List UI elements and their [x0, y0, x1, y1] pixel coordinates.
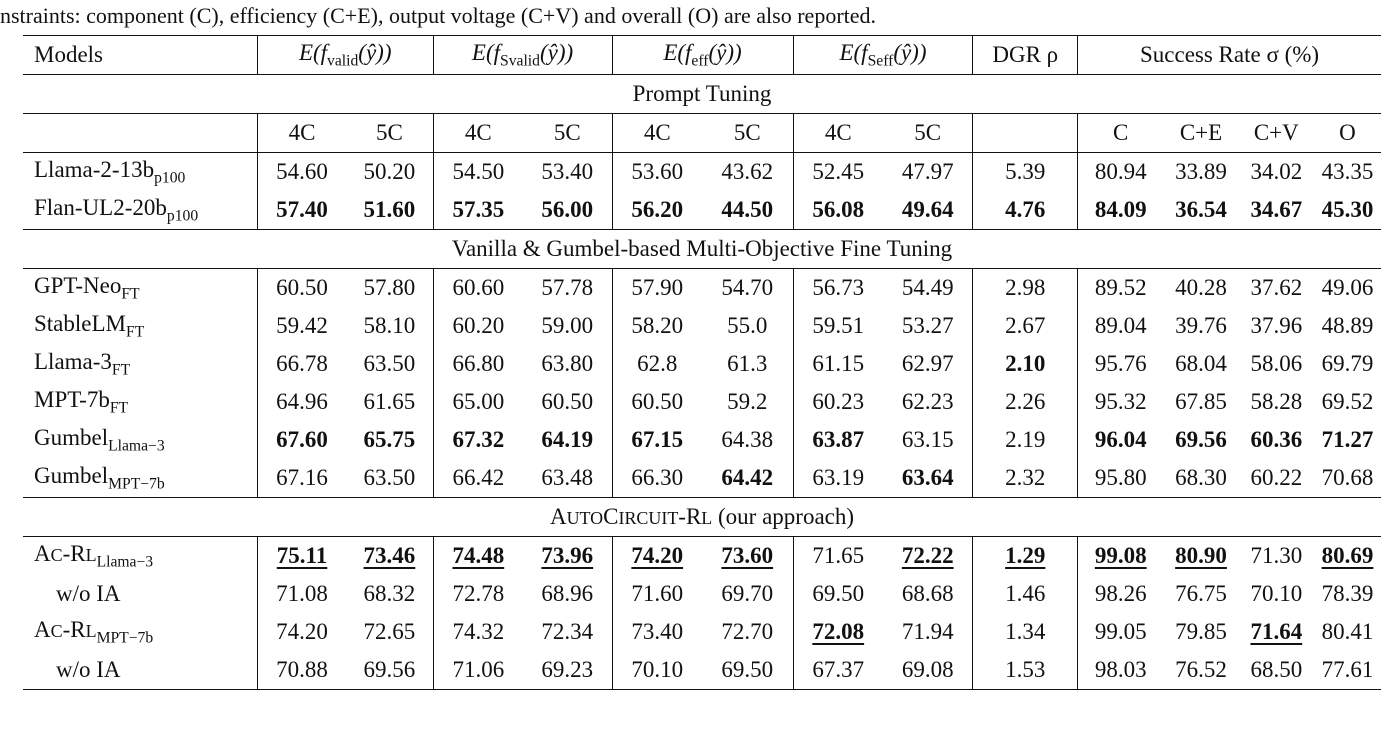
table-cell: 71.65 [793, 537, 883, 576]
table-cell: 56.08 [812, 197, 865, 222]
table-cell: 49.64 [883, 191, 973, 230]
table-cell: 64.19 [523, 421, 612, 459]
table-cell: 69.56 [346, 651, 433, 690]
table-cell: 98.26 [1094, 581, 1147, 606]
table-cell: 59.51 [812, 313, 865, 338]
table-cell: 78.39 [1321, 581, 1374, 606]
table-cell: 64.38 [702, 421, 793, 459]
subheader-cell: 5C [523, 114, 612, 153]
table-cell: 48.89 [1321, 313, 1374, 338]
subheader-cell: 5C [883, 114, 973, 153]
table-cell: 60.22 [1250, 465, 1303, 490]
table-cell: 56.20 [631, 197, 684, 222]
table-cell: 99.05 [1094, 619, 1147, 644]
table-cell: 58.10 [346, 307, 433, 345]
table-cell: 74.32 [452, 619, 505, 644]
table-cell: 80.90 [1163, 537, 1238, 576]
table-cell: 43.62 [702, 153, 793, 192]
header-e-f-s-valid: $E(f_{Svalid}(ŷ))$ [433, 36, 612, 75]
table-cell: 63.15 [883, 421, 973, 459]
table-cell: 37.96 [1250, 313, 1303, 338]
table-cell: 71.27 [1321, 427, 1374, 452]
table-cell: 65.75 [346, 421, 433, 459]
model-name: Gumbel$_{Llama-3}$ [23, 421, 257, 459]
subheader-cell: C [1078, 114, 1164, 153]
table-cell: 80.69 [1314, 537, 1381, 576]
table-cell: 63.50 [346, 459, 433, 498]
table-cell: 95.76 [1094, 351, 1147, 376]
table-cell: 98.03 [1078, 651, 1164, 690]
section-prompt-tuning-label: Prompt Tuning [23, 75, 1381, 114]
section-finetuning-label: Vanilla & Gumbel-based Multi-Objective Fine Tuning [23, 230, 1381, 269]
table-cell: 58.06 [1250, 351, 1303, 376]
table-cell: 2.26 [973, 383, 1078, 421]
table-cell: 64.42 [702, 459, 793, 498]
table-cell: 1.34 [973, 613, 1078, 651]
table-cell: 95.80 [1094, 465, 1147, 490]
table-cell: 71.30 [1239, 537, 1314, 576]
table-cell: 37.62 [1239, 269, 1314, 308]
table-cell: 80.94 [1078, 153, 1164, 192]
table-cell: 69.52 [1321, 389, 1374, 414]
table-cell: 60.20 [452, 313, 505, 338]
table-row [23, 459, 1381, 498]
table-cell: 69.56 [1175, 427, 1227, 452]
table-cell: 40.28 [1163, 269, 1238, 308]
model-name: w/o IA [23, 575, 257, 613]
table-cell: 57.80 [346, 269, 433, 308]
table-cell: 76.52 [1163, 651, 1238, 690]
subheader-cell: 4C [257, 114, 346, 153]
table-cell: 71.08 [276, 581, 328, 606]
table-cell: 57.78 [523, 269, 612, 308]
model-name: $AC-RL_{MPT-7b}$ [23, 613, 257, 651]
table-cell: 66.80 [452, 351, 505, 376]
header-dgr: DGR ρ [973, 36, 1078, 75]
table-cell: 5.39 [973, 153, 1078, 192]
table-cell: 66.30 [631, 465, 684, 490]
table-cell: 53.60 [612, 153, 702, 192]
table-row [23, 307, 1381, 345]
table-cell: 60.50 [523, 383, 612, 421]
table-cell: 70.68 [1321, 465, 1374, 490]
table-cell: 71.94 [883, 613, 973, 651]
table-cell: 62.8 [637, 351, 678, 376]
section-our-approach [23, 498, 1381, 537]
table-cell: 60.60 [433, 269, 523, 308]
model-name: Gumbel$_{MPT-7b}$ [23, 459, 257, 498]
table-cell: 72.34 [523, 613, 612, 651]
table-cell: 67.32 [452, 427, 505, 452]
table-cell: 33.89 [1163, 153, 1238, 192]
table-cell: 1.46 [973, 575, 1078, 613]
table-cell: 74.48 [433, 537, 523, 576]
table-cell: 70.10 [1250, 581, 1303, 606]
table-row [23, 537, 1381, 576]
table-cell: 1.53 [973, 651, 1078, 690]
table-cell: 66.78 [276, 351, 328, 376]
model-name: StableLM$_{FT}$ [23, 307, 257, 345]
table-cell: 79.85 [1175, 619, 1227, 644]
table-cell: 2.10 [973, 345, 1078, 383]
table-cell: 47.97 [883, 153, 973, 192]
table-row [23, 613, 1381, 651]
model-name: GPT-Neo$_{FT}$ [23, 269, 257, 308]
table-cell: 69.23 [523, 651, 612, 690]
table-cell: 60.23 [812, 389, 865, 414]
table-cell: 73.40 [631, 619, 684, 644]
table-cell: 50.20 [346, 153, 433, 192]
table-cell: 59.2 [702, 383, 793, 421]
table-cell: 67.15 [631, 427, 684, 452]
table-cell: 63.64 [883, 459, 973, 498]
table-caption: nstraints: component (C), efficiency (C+E), output voltage (C+V) and overall (O) are also reported. [0, 3, 877, 28]
table-cell: 71.64 [1250, 619, 1303, 644]
table-cell: 76.75 [1175, 581, 1227, 606]
header-e-f-valid: $E(f_{valid}(ŷ))$ [257, 36, 433, 75]
table-cell: 69.50 [812, 581, 865, 606]
header-models: Models [23, 36, 257, 75]
table-cell: 59.00 [523, 307, 612, 345]
table-cell: 67.16 [276, 465, 328, 490]
table-cell: 54.50 [433, 153, 523, 192]
table-cell: 34.02 [1239, 153, 1314, 192]
table-cell: 2.32 [973, 459, 1078, 498]
table-cell: 63.50 [346, 345, 433, 383]
section-finetuning [23, 230, 1381, 269]
table-cell: 68.50 [1239, 651, 1314, 690]
table-cell: 67.37 [793, 651, 883, 690]
table-cell: 69.08 [883, 651, 973, 690]
table-cell: 60.50 [257, 269, 346, 308]
table-cell: 51.60 [346, 191, 433, 230]
table-cell: 2.19 [973, 421, 1078, 459]
header-e-f-eff: $E(f_{eff}(ŷ))$ [612, 36, 793, 75]
table-cell: 69.70 [702, 575, 793, 613]
table-cell: 56.00 [523, 191, 612, 230]
table-cell: 56.73 [793, 269, 883, 308]
table-cell: 2.98 [973, 269, 1078, 308]
table-cell: 67.60 [276, 427, 328, 452]
table-cell: 60.36 [1250, 427, 1303, 452]
table-cell: 62.97 [883, 345, 973, 383]
subheader-cell: 4C [612, 114, 702, 153]
table-cell: 69.50 [702, 651, 793, 690]
table-cell: 75.11 [257, 537, 346, 576]
table-cell: 4.76 [973, 191, 1078, 230]
model-name: MPT-$7b_{FT}$ [23, 383, 257, 421]
table-cell: 80.41 [1321, 619, 1374, 644]
table-cell: 68.68 [883, 575, 973, 613]
model-name: $AC-RL_{Llama-3}$ [23, 537, 257, 576]
model-name: w/o IA [23, 651, 257, 690]
subheader-cell: C+V [1239, 114, 1314, 153]
table-cell: 74.20 [612, 537, 702, 576]
table-cell: 52.45 [793, 153, 883, 192]
header-row [23, 36, 1381, 75]
header-success-rate: Success Rate σ (%) [1078, 36, 1381, 75]
table-cell: 77.61 [1314, 651, 1381, 690]
table-cell: 57.40 [276, 197, 328, 222]
subheader-cell: 5C [346, 114, 433, 153]
table-cell: 68.96 [523, 575, 612, 613]
model-name: Llama-$2-13b_{p100}$ [23, 153, 257, 192]
table-cell: 89.04 [1094, 313, 1147, 338]
subheader-cell [973, 114, 1078, 153]
table-cell: 70.88 [257, 651, 346, 690]
table-cell: 63.87 [812, 427, 865, 452]
table-cell: 61.65 [346, 383, 433, 421]
table-cell: 34.67 [1250, 197, 1303, 222]
table-cell: 54.49 [883, 269, 973, 308]
table-cell: 72.70 [702, 613, 793, 651]
table-cell: 43.35 [1314, 153, 1381, 192]
subheader-cell: C+E [1163, 114, 1238, 153]
table-cell: 72.65 [346, 613, 433, 651]
subheader-cell: 5C [702, 114, 793, 153]
table-row [23, 345, 1381, 383]
subheader-cell: 4C [793, 114, 883, 153]
table-cell: 53.40 [523, 153, 612, 192]
table-cell: 53.27 [883, 307, 973, 345]
table-cell: 72.08 [812, 619, 865, 644]
table-cell: 66.42 [452, 465, 505, 490]
table-cell: 72.22 [883, 537, 973, 576]
table-cell: 96.04 [1094, 427, 1147, 452]
table-cell: 99.08 [1078, 537, 1164, 576]
subheader-empty [23, 114, 257, 153]
model-name: Llama-$3_{FT}$ [23, 345, 257, 383]
table-cell: 67.85 [1175, 389, 1227, 414]
table-cell: 89.52 [1078, 269, 1164, 308]
table-cell: 39.76 [1175, 313, 1227, 338]
table-cell: 72.78 [452, 581, 505, 606]
table-row [23, 421, 1381, 459]
table-cell: 70.10 [612, 651, 702, 690]
table-cell: 49.06 [1314, 269, 1381, 308]
table-cell: 62.23 [883, 383, 973, 421]
section-our-approach-label: AUTOCIRCUIT-RL (our approach) [23, 498, 1381, 537]
table-cell: 65.00 [452, 389, 505, 414]
table-row [23, 383, 1381, 421]
table-cell: 71.60 [631, 581, 684, 606]
table-cell: 73.96 [523, 537, 612, 576]
table-cell: 61.15 [812, 351, 865, 376]
table-cell: 60.50 [631, 389, 684, 414]
table-cell: 61.3 [702, 345, 793, 383]
table-row [23, 269, 1381, 308]
subheader-row [23, 114, 1381, 153]
table-cell: 54.60 [257, 153, 346, 192]
table-cell: 55.0 [702, 307, 793, 345]
table-cell: 58.28 [1250, 389, 1303, 414]
table-cell: 1.29 [973, 537, 1078, 576]
table-cell: 71.06 [433, 651, 523, 690]
header-e-f-s-eff: $E(f_{Seff}(ŷ))$ [793, 36, 973, 75]
table-row [23, 651, 1381, 690]
table-cell: 2.67 [973, 307, 1078, 345]
table-cell: 57.90 [612, 269, 702, 308]
subheader-cell: O [1314, 114, 1381, 153]
table-cell: 57.35 [452, 197, 505, 222]
table-cell: 69.79 [1321, 351, 1374, 376]
table-cell: 44.50 [702, 191, 793, 230]
table-cell: 45.30 [1321, 197, 1374, 222]
table-cell: 68.04 [1175, 351, 1227, 376]
table-cell: 64.96 [276, 389, 328, 414]
table-cell: 59.42 [276, 313, 328, 338]
table-row [23, 191, 1381, 230]
table-cell: 68.32 [346, 575, 433, 613]
subheader-cell: 4C [433, 114, 523, 153]
table-cell: 73.46 [346, 537, 433, 576]
table-row [23, 153, 1381, 192]
table-cell: 73.60 [702, 537, 793, 576]
section-prompt-tuning [23, 75, 1381, 114]
table-cell: 74.20 [276, 619, 328, 644]
table-cell: 95.32 [1094, 389, 1147, 414]
table-cell: 84.09 [1094, 197, 1147, 222]
table-cell: 58.20 [631, 313, 684, 338]
table-cell: 68.30 [1175, 465, 1227, 490]
table-cell: 54.70 [702, 269, 793, 308]
table-cell: 63.19 [812, 465, 865, 490]
table-cell: 63.80 [523, 345, 612, 383]
table-cell: 36.54 [1175, 197, 1227, 222]
model-name: Flan-$UL2-20b_{p100}$ [23, 191, 257, 230]
results-table [23, 35, 1381, 690]
table-row [23, 575, 1381, 613]
table-cell: 63.48 [523, 459, 612, 498]
